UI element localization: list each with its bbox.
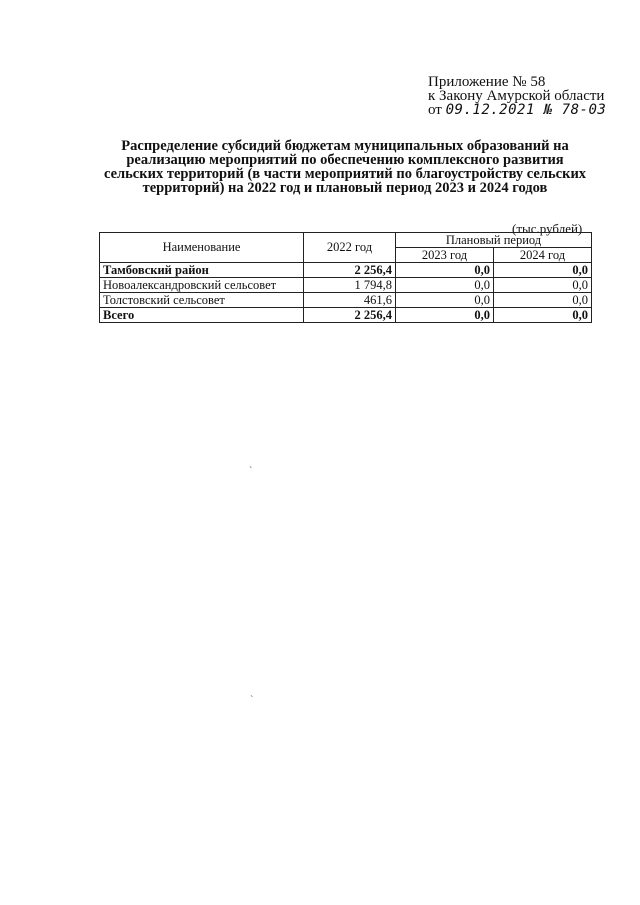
row-2024-cell: 0,0 xyxy=(494,293,592,308)
scan-speck: ` xyxy=(250,695,254,706)
row-2022-cell: 1 794,8 xyxy=(304,278,396,293)
row-2023-cell: 0,0 xyxy=(396,308,494,323)
row-2023-cell: 0,0 xyxy=(396,293,494,308)
table-body xyxy=(100,263,592,323)
document-title: Распределение субсидий бюджетам муниципальных образований на реализацию мероприятий по обеспечению комплексного развития сельских территорий (в части мероприятий по благоустройству сельских территорий) на 2022 год и плановый период 2023 и 2024 годов xyxy=(103,138,587,196)
row-2024-cell: 0,0 xyxy=(494,263,592,278)
subsidy-table xyxy=(99,232,592,323)
header-name: Наименование xyxy=(100,233,304,263)
table-row xyxy=(100,278,592,293)
table-row xyxy=(100,263,592,278)
appendix-date-prefix: от xyxy=(428,102,442,118)
appendix-date-line xyxy=(428,103,606,117)
row-2023-cell: 0,0 xyxy=(396,263,494,278)
header-2022: 2022 год xyxy=(304,233,396,263)
row-name-cell: Новоалександровский сельсовет xyxy=(100,278,304,293)
appendix-law: к Закону Амурской области xyxy=(428,88,605,104)
appendix-block xyxy=(428,75,606,117)
header-2024: 2024 год xyxy=(494,248,592,263)
table-row xyxy=(100,293,592,308)
appendix-handwritten-date: 09.12.2021 № 78-03 xyxy=(445,102,607,118)
row-2023-cell: 0,0 xyxy=(396,278,494,293)
row-2024-cell: 0,0 xyxy=(494,308,592,323)
row-2022-cell: 2 256,4 xyxy=(304,263,396,278)
row-2022-cell: 2 256,4 xyxy=(304,308,396,323)
units-label: (тыс.рублей) xyxy=(512,221,583,236)
header-2023: 2023 год xyxy=(396,248,494,263)
scan-speck: ` xyxy=(249,466,253,477)
appendix-number: Приложение № 58 xyxy=(428,74,546,90)
row-2024-cell: 0,0 xyxy=(494,278,592,293)
row-name-cell: Всего xyxy=(100,308,304,323)
row-name-cell: Толстовский сельсовет xyxy=(100,293,304,308)
table-row xyxy=(100,308,592,323)
row-name-cell: Тамбовский район xyxy=(100,263,304,278)
row-2022-cell: 461,6 xyxy=(304,293,396,308)
header-planned-period: Плановый период xyxy=(396,233,592,248)
